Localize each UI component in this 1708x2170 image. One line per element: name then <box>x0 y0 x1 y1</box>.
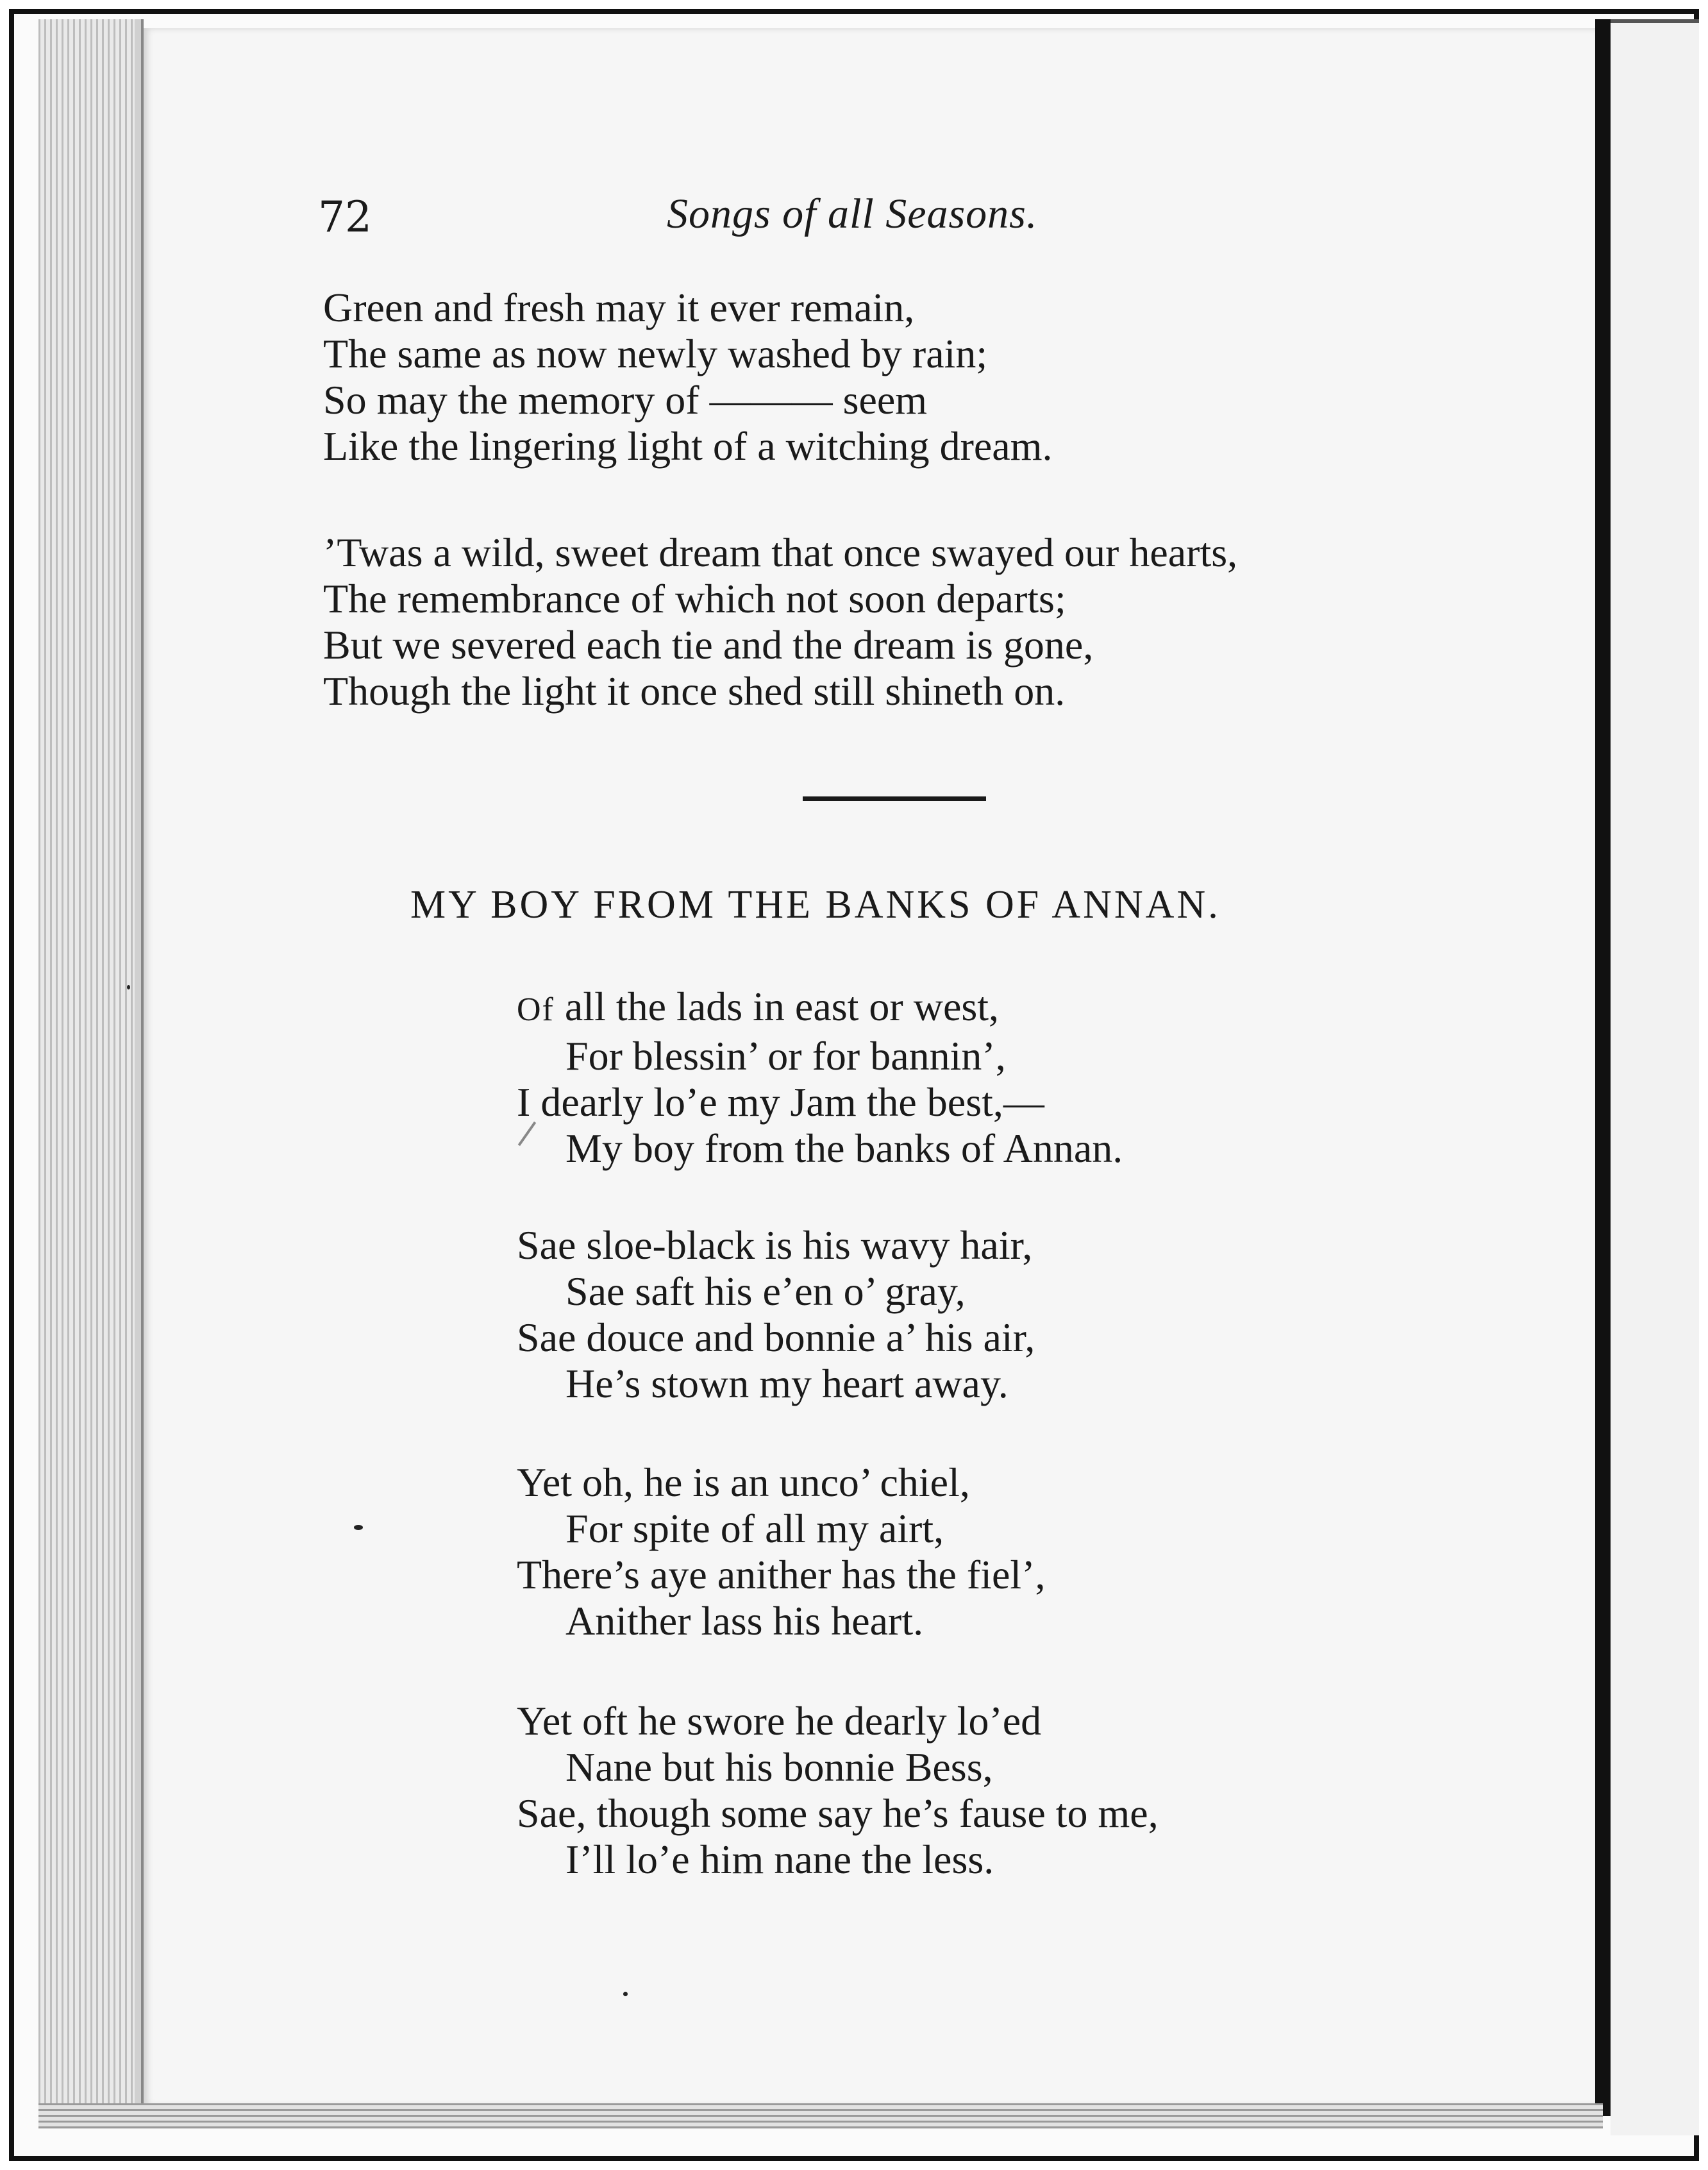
verse-line: Anither lass his heart. <box>565 1598 924 1644</box>
book-gutter <box>1595 19 1611 2116</box>
page-number: 72 <box>318 192 372 242</box>
verse-line: But we severed each tie and the dream is gone, <box>323 622 1094 668</box>
verse-line <box>517 984 1123 1033</box>
verse-line: Though the light it once shed still shineth on. <box>323 668 1066 714</box>
stanza <box>517 1222 1035 1407</box>
facing-page-edge <box>1611 19 1699 2135</box>
verse-line: Green and fresh may it ever remain, <box>323 285 915 330</box>
verse-line: I’ll lo’e him nane the less. <box>565 1837 994 1882</box>
section-divider <box>803 796 986 801</box>
stanza <box>517 984 1123 1172</box>
ink-speck <box>354 1525 363 1530</box>
verse-line: Like the lingering light of a witching dream. <box>323 423 1053 469</box>
ink-speck <box>127 985 130 989</box>
book-page-edges <box>38 19 144 2103</box>
verse-line: Yet oft he swore he dearly lo’ed <box>517 1698 1042 1744</box>
verse-line: Sae sloe-black is his wavy hair, <box>517 1222 1033 1268</box>
verse-line: Sae douce and bonnie a’ his air, <box>517 1315 1035 1360</box>
verse-line: The remembrance of which not soon departs; <box>323 576 1066 621</box>
stanza <box>323 285 1052 469</box>
verse-line: My boy from the banks of Annan. <box>565 1125 1123 1171</box>
verse-line: Nane but his bonnie Bess, <box>565 1744 993 1790</box>
running-title: Songs of all Seasons. <box>667 190 1038 237</box>
book-bottom-edge <box>38 2103 1603 2129</box>
verse-line: There’s aye anither has the fiel’, <box>517 1552 1046 1597</box>
verse-line: I dearly lo’e my Jam the best,— <box>517 1079 1044 1125</box>
verse-line-rest: all the lads in east or west, <box>554 984 1000 1029</box>
poem-title: MY BOY FROM THE BANKS OF ANNAN. <box>410 883 1221 927</box>
stanza <box>517 1459 1046 1644</box>
verse-line: Sae saft his e’en o’ gray, <box>565 1268 966 1314</box>
stanza <box>517 1698 1159 1883</box>
verse-line: For blessin’ or for bannin’, <box>565 1033 1006 1079</box>
first-word-cap: Of <box>517 991 555 1028</box>
ink-speck <box>623 1992 628 1996</box>
stanza <box>323 530 1237 714</box>
verse-line: He’s stown my heart away. <box>565 1361 1009 1406</box>
verse-line: Sae, though some say he’s fause to me, <box>517 1790 1159 1836</box>
verse-line: Yet oh, he is an unco’ chiel, <box>517 1459 970 1505</box>
verse-line: ’Twas a wild, sweet dream that once swayed our hearts, <box>323 530 1238 575</box>
verse-line: The same as now newly washed by rain; <box>323 331 988 376</box>
verse-line: So may the memory of ——— seem <box>323 377 928 423</box>
verse-line: For spite of all my airt, <box>565 1506 944 1551</box>
